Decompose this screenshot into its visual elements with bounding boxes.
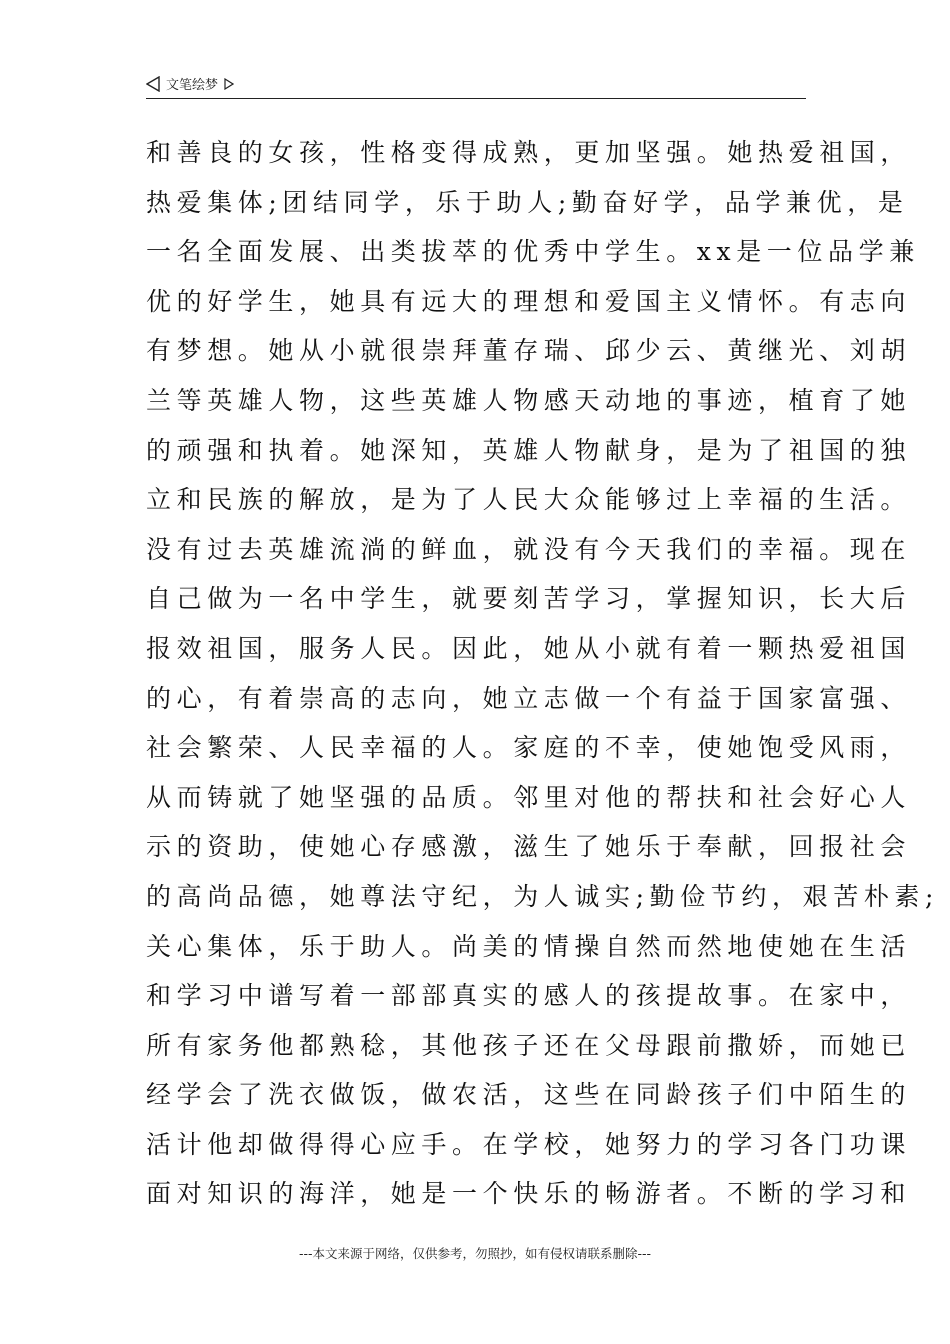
text-line: 兰等英雄人物，这些英雄人物感天动地的事迹，植育了她: [146, 385, 912, 415]
text-line: 活计他却做得得心应手。在学校，她努力的学习各门功课: [146, 1129, 912, 1159]
text-line: 的心，有着崇高的志向，她立志做一个有益于国家富强、: [146, 683, 912, 713]
text-line: 热爱集体;团结同学，乐于助人;勤奋好学，品学兼优，是: [146, 187, 909, 217]
text-line: 立和民族的解放，是为了人民大众能够过上幸福的生活。: [146, 485, 912, 515]
text-line: 社会繁荣、人民幸福的人。家庭的不幸，使她饱受风雨，: [146, 733, 912, 763]
footer-notice: ---本文来源于网络，仅供参考，勿照抄，如有侵权请联系删除---: [298, 1246, 652, 1261]
text-line: 示的资助，使她心存感激，滋生了她乐于奉献，回报社会: [146, 832, 912, 862]
text-line: 报效祖国，服务人民。因此，她从小就有着一颗热爱祖国: [146, 633, 912, 663]
article-body: [146, 128, 940, 1219]
text-line: 和学习中谱写着一部部真实的感人的孩提故事。在家中，: [146, 981, 912, 1011]
text-line: 面对知识的海洋，她是一个快乐的畅游者。不断的学习和: [146, 1179, 912, 1209]
triangle-left-icon: [146, 76, 160, 92]
header-title: 文笔绘梦: [166, 78, 219, 93]
text-line: 有梦想。她从小就很崇拜董存瑞、邱少云、黄继光、刘胡: [146, 336, 912, 366]
triangle-right-icon: [224, 78, 234, 90]
text-line: 和善良的女孩，性格变得成熟，更加坚强。她热爱祖国，: [146, 138, 912, 167]
text-line: 经学会了洗衣做饭，做农活，这些在同龄孩子们中陌生的: [146, 1080, 912, 1110]
header-inner: [146, 74, 234, 93]
text-line: 的高尚品德，她尊法守纪，为人诚实;勤俭节约，艰苦朴素;: [146, 881, 940, 911]
text-line: 的顽强和执着。她深知，英雄人物献身，是为了祖国的独: [146, 435, 912, 465]
page-header: [146, 72, 806, 99]
text-line: 所有家务他都熟稔，其他孩子还在父母跟前撒娇，而她已: [146, 1030, 912, 1060]
text-line: 一名全面发展、出类拔萃的优秀中学生。xx是一位品学兼: [146, 237, 920, 267]
text-line: 从而铸就了她坚强的品质。邻里对他的帮扶和社会好心人: [146, 782, 912, 812]
text-line: 优的好学生，她具有远大的理想和爱国主义情怀。有志向: [146, 286, 912, 316]
text-line: 自己做为一名中学生，就要刻苦学习，掌握知识，长大后: [146, 584, 912, 614]
text-line: 没有过去英雄流淌的鲜血，就没有今天我们的幸福。现在: [146, 534, 912, 564]
text-line: 关心集体，乐于助人。尚美的情操自然而然地使她在生活: [146, 931, 912, 961]
